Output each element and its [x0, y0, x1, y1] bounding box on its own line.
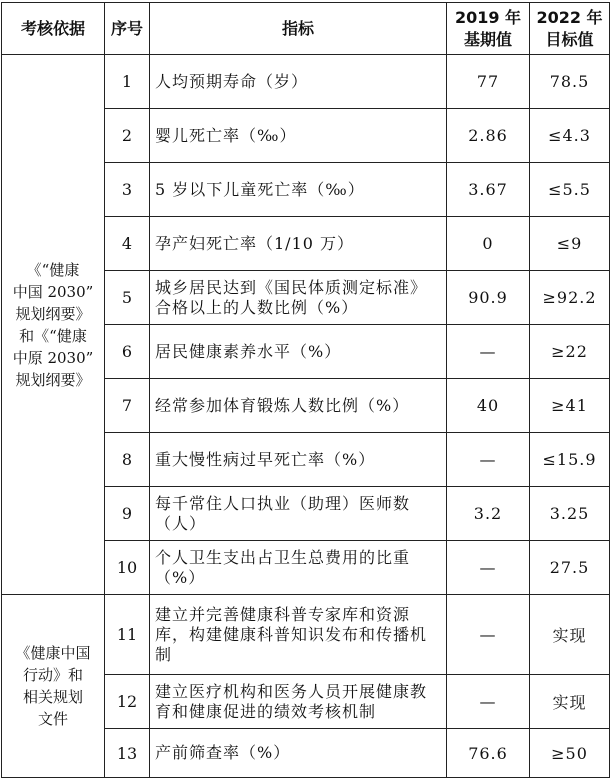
base-value: 2.86 [447, 109, 530, 163]
target-value: ≤4.3 [530, 109, 610, 163]
basis-cell [2, 595, 105, 778]
target-value: ≥50 [530, 729, 610, 778]
indicator-cell: 城乡居民达到《国民体质测定标准》合格以上的人数比例（%） [150, 271, 447, 325]
header-no: 序号 [105, 3, 150, 55]
indicator-cell: 产前筛查率（%） [150, 729, 447, 778]
row-number: 12 [105, 675, 150, 729]
indicator-table [1, 2, 610, 778]
basis-line: 《“健康 [26, 260, 80, 279]
target-value: ≥41 [530, 379, 610, 433]
row-number: 11 [105, 595, 150, 675]
basis-line: 中原 2030” [12, 348, 94, 367]
indicator-cell: 居民健康素养水平（%） [150, 325, 447, 379]
basis-line: 行动》和 [22, 666, 83, 684]
indicator-cell: 个人卫生支出占卫生总费用的比重（%） [150, 541, 447, 595]
header-target-year: 2022 年 [536, 7, 603, 27]
row-number: 13 [105, 729, 150, 778]
indicator-cell: 5 岁以下儿童死亡率（‰） [150, 163, 447, 217]
target-value: 3.25 [530, 487, 610, 541]
basis-line: 《健康中国 [15, 644, 91, 662]
indicator-cell: 建立医疗机构和医务人员开展健康教育和健康促进的绩效考核机制 [150, 675, 447, 729]
target-value: ≥92.2 [530, 271, 610, 325]
target-value: ≤5.5 [530, 163, 610, 217]
row-number: 7 [105, 379, 150, 433]
basis-line: 相关规划 [22, 688, 83, 706]
indicator-cell: 建立并完善健康科普专家库和资源库，构建健康科普知识发布和传播机制 [150, 595, 447, 675]
header-indicator: 指标 [150, 3, 447, 55]
indicator-cell: 每千常住人口执业（助理）医师数（人） [150, 487, 447, 541]
basis-line: 规划纲要》 [15, 370, 91, 389]
header-basis: 考核依据 [2, 3, 105, 55]
row-number: 8 [105, 433, 150, 487]
base-value: 3.67 [447, 163, 530, 217]
indicator-cell: 人均预期寿命（岁） [150, 55, 447, 109]
basis-cell [2, 55, 105, 595]
row-number: 9 [105, 487, 150, 541]
base-value: 76.6 [447, 729, 530, 778]
basis-line: 中国 2030” [12, 282, 94, 301]
row-number: 3 [105, 163, 150, 217]
header-base-year: 2019 年 [454, 7, 522, 27]
base-value: 40 [447, 379, 530, 433]
row-number: 2 [105, 109, 150, 163]
header-base-label: 基期值 [463, 29, 512, 49]
header-target-label: 目标值 [545, 29, 594, 49]
base-value: 0 [447, 217, 530, 271]
basis-line: 和《“健康 [19, 326, 87, 345]
target-value: 78.5 [530, 55, 610, 109]
base-value: 77 [447, 55, 530, 109]
base-value: — [447, 325, 530, 379]
row-number: 4 [105, 217, 150, 271]
base-value: — [447, 675, 530, 729]
indicator-cell: 婴儿死亡率（‰） [150, 109, 447, 163]
target-value: ≥22 [530, 325, 610, 379]
indicator-cell: 经常参加体育锻炼人数比例（%） [150, 379, 447, 433]
indicator-cell: 孕产妇死亡率（1/10 万） [150, 217, 447, 271]
target-value: 27.5 [530, 541, 610, 595]
row-number: 6 [105, 325, 150, 379]
header-target [530, 3, 610, 55]
base-value: — [447, 595, 530, 675]
table-row [2, 595, 610, 675]
basis-line: 文件 [37, 710, 68, 728]
row-number: 10 [105, 541, 150, 595]
row-number: 5 [105, 271, 150, 325]
target-value: ≤15.9 [530, 433, 610, 487]
row-number: 1 [105, 55, 150, 109]
indicator-cell: 重大慢性病过早死亡率（%） [150, 433, 447, 487]
basis-line: 规划纲要》 [15, 304, 91, 323]
target-value: 实现 [530, 595, 610, 675]
target-value: 实现 [530, 675, 610, 729]
table-row [2, 55, 610, 109]
base-value: 3.2 [447, 487, 530, 541]
target-value: ≤9 [530, 217, 610, 271]
base-value: — [447, 433, 530, 487]
header-base [447, 3, 530, 55]
base-value: — [447, 541, 530, 595]
base-value: 90.9 [447, 271, 530, 325]
